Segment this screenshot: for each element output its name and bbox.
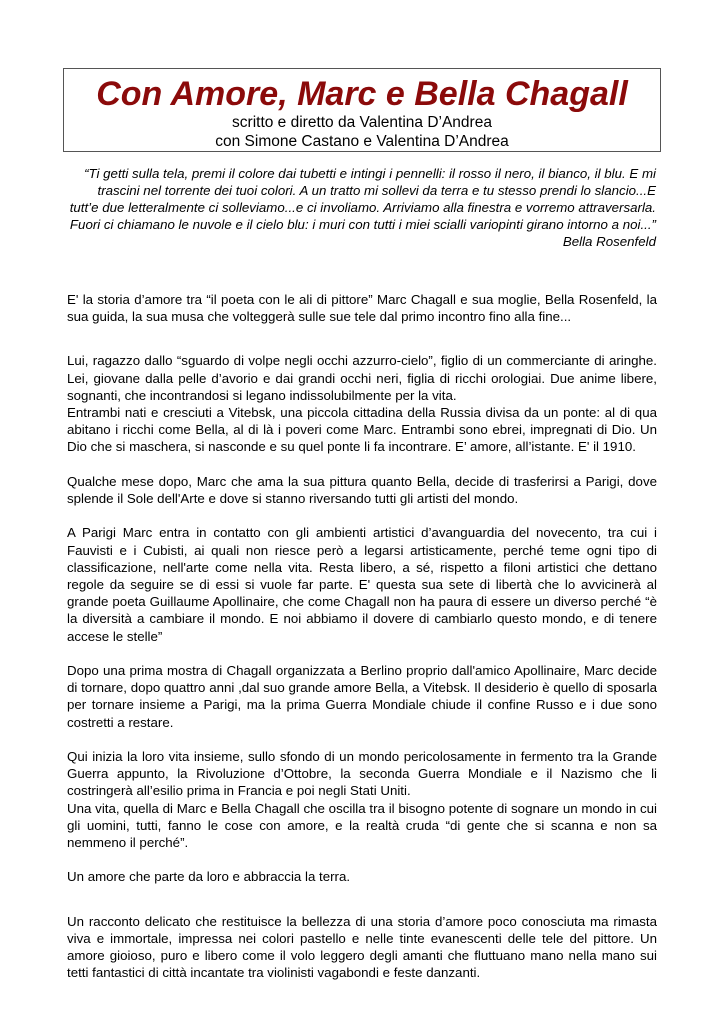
quote-text: “Ti getti sulla tela, premi il colore dai tubetti e intingi i pennelli: il rosso il nero, il bianco, il blu. E mi trascini nel torrente dei tuoi colori. A un tratto mi sollevi da terra e tu stesso prendi lo slancio...E tutt’e due letteralmente ci solleviamo...e ci involiamo. Arriviamo alla finestra e vorremo attraversarla. Fuori ci chiamano le nuvole e il cielo blu: i muri con tutti i miei scialli variopinti girano intorno a noi...” (69, 166, 656, 233)
paragraph: Una vita, quella di Marc e Bella Chagall che oscilla tra il bisogno potente di sognare un mondo in cui gli uomini, tutti, fanno le cose con amore, e la realtà cruda “di gente che si scanna e non sa nemmeno il perché”. (67, 800, 657, 851)
paragraph-closing: Un racconto delicato che restituisce la bellezza di una storia d’amore poco conosciuta ma rimasta viva e immortale, impressa nei colori pastello e nelle tinte evanescenti delle tele del pittore. Un amore gioioso, puro e libero come il volo leggero degli amanti che fluttuano mano nella mano sui tetti fantastici di città incantate tra violinisti vagabondi e feste danzanti. (67, 913, 657, 981)
paragraph: Un amore che parte da loro e abbraccia la terra. (67, 869, 351, 885)
credit-line-direction: scritto e diretto da Valentina D’Andrea (232, 114, 492, 131)
paragraph: Qualche mese dopo, Marc che ama la sua pittura quanto Bella, decide di trasferirsi a Parigi, dove splende il Sole dell'Arte e dove si stanno riversando tutti gli artisti del mondo. (67, 473, 657, 507)
paragraph: Lui, ragazzo dallo “sguardo di volpe negli occhi azzurro-cielo”, figlio di un commerciante di aringhe. Lei, giovane dalla pelle d’avorio e dai grandi occhi neri, figlia di ricchi orologiai. Due anime libere, sognanti, che incontrandosi si legano indissolubilmente per la vita. (67, 353, 657, 403)
title-box (63, 68, 661, 152)
paragraph: A Parigi Marc entra in contatto con gli ambienti artistici d’avanguardia del novecento, tra cui i Fauvisti e i Cubisti, ai quali non riesce però a legarsi artisticamente, perché teme ogni tipo di classificazione, nell'arte come nella vita. Resta libero, a sé, rispetto a filoni artistici che dettano regole da seguire se di essi si vuole far parte. E' questa sua sete di libertà che lo avvicinerà al grande poeta Guillaume Apollinaire, che come Chagall non ha paura di essere un diverso perché “è la diversità a cambiare il mondo. E noi abbiamo il dovere di cambiarlo questo mondo, e di tenere accese le stelle” (67, 525, 657, 644)
paragraph: Dopo una prima mostra di Chagall organizzata a Berlino proprio dall'amico Apollinaire, Marc decide di tornare, dopo quattro anni ,dal suo grande amore Bella, a Vitebsk. Il desiderio è quello di sposarla per tornare insieme a Parigi, ma la prima Guerra Mondiale chiude il confine Russo e i due sono costretti a restare. (67, 663, 657, 730)
paragraph: Entrambi nati e cresciuti a Vitebsk, una piccola cittadina della Russia divisa da un ponte: al di qua abitano i ricchi come Bella, al di là i poveri come Marc. Entrambi sono ebrei, impregnati di Dio. Un Dio che si maschera, si nasconde e su quel ponte li fa incontrare. E’ amore, all’istante. E' il 1910. (67, 405, 657, 455)
quote-author: Bella Rosenfeld (562, 234, 656, 250)
epigraph-quote (66, 165, 656, 250)
page-title: Con Amore, Marc e Bella Chagall (96, 75, 628, 113)
credit-line-cast: con Simone Castano e Valentina D’Andrea (215, 133, 509, 150)
paragraph-intro: E' la storia d’amore tra “il poeta con le ali di pittore” Marc Chagall e sua moglie, Bella Rosenfeld, la sua guida, la sua musa che volteggerà sulle sue tele dal primo incontro fino alla fine... (67, 292, 657, 325)
paragraph: Qui inizia la loro vita insieme, sullo sfondo di un mondo pericolosamente in fermento tra la Grande Guerra appunto, la Rivoluzione d’Ottobre, la seconda Guerra Mondiale e il Nazismo che li costringerà all’esilio prima in Francia e poi negli Stati Uniti. (67, 749, 657, 799)
body-text (67, 291, 657, 999)
